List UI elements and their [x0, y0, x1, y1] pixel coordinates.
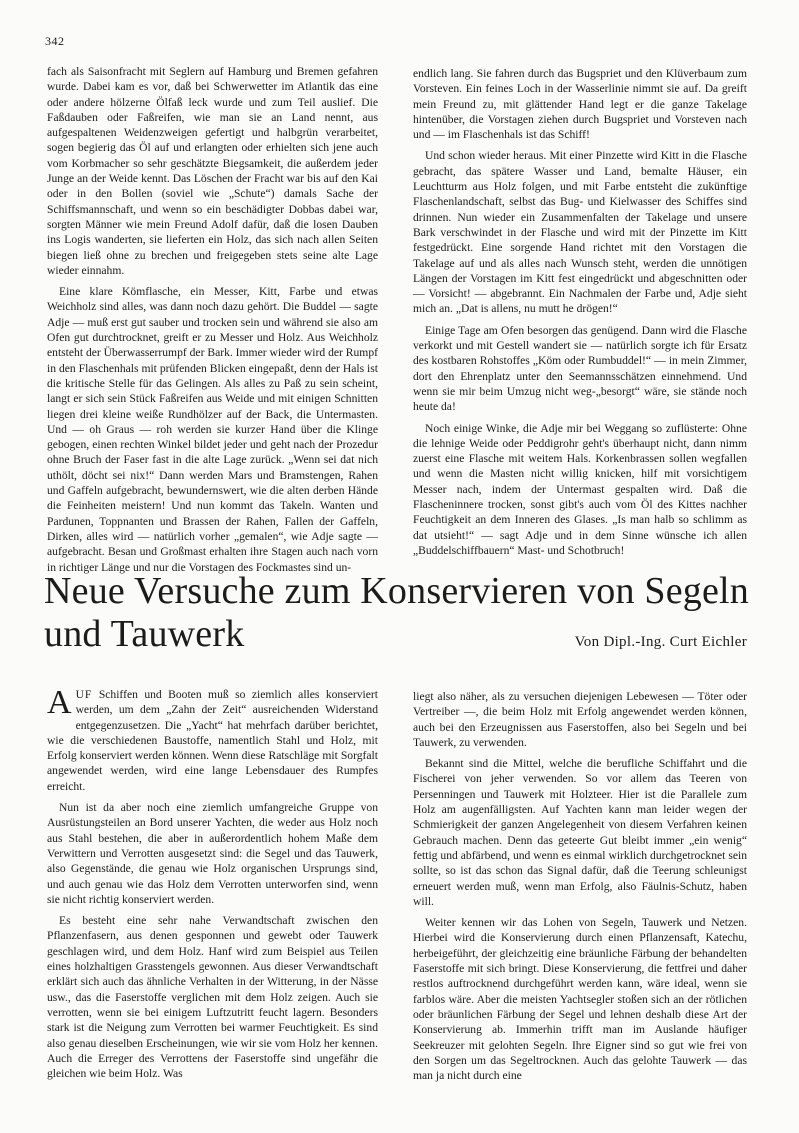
paragraph: fach als Saisonfracht mit Seglern auf Hamburg und Bremen gefahren wurde. Dabei kam es vor, daß bei Schwerwetter im Atlantik das eine oder andere hölzerne Ölfaß leck wurde und zum Teil auslief. Die Faßdauben oder Faßreifen, wie man sie an Land nennt, aus aufgespaltenen Weidenzweigen gefertigt und halbgrün verarbeitet, sogen begierig das Öl auf und erlangten oder erhielten sich jene auch vom Korbmacher so sehr geschätzte Biegsamkeit, die außerdem jeder Junge an der Weide kennt. Das Löschen der Fracht war bis auf den Kai oder in den Bollen (soviel wie „Schute“) damals Sache der Schiffsmannschaft, und wenn so ein beschädigter Dobbas dabei war, sorgten Männer wie mein Freund Adolf dafür, daß die losen Dauben ins Logis wanderten, sie lieferten ein Holz, das sich nach allen Seiten biegen ließ ohne zu brechen und freigegeben stets seine alte Lage wieder einnahm. — [47, 65, 378, 277]
drop-cap: A — [47, 684, 72, 721]
lead-caps: UF — [75, 688, 93, 701]
paragraph: Einige Tage am Ofen besorgen das genügend. Dann wird die Flasche verkorkt und mit Gestell wandert sie — natürlich sorgte ich für Ersatz des kostbaren Rohstoffes „Köm oder Rumbuddel!“ — in mein Zimmer, dort den Ehrenplatz unter den Seemannsschätzen einnehmend. Und wenn sie mir beim Umzug nicht weg-„besorgt“ wäre, sie stände noch heute da! — [413, 323, 747, 414]
story-continuation-right-column — [413, 66, 747, 564]
paragraph: Weiter kennen wir das Lohen von Segeln, Tauwerk und Netzen. Hierbei wird die Konservierung durch einen Pflanzensaft, Katechu, herbeigeführt, der gleichzeitig eine bräunliche Färbung der behandelten Faserstoffe mit sich bringt. Diese Konservierung, die fettfrei und daher restlos auftrocknend durchgeführt werden kann, wäre ideal, wenn sie farblos wäre. Aber die meisten Yachtsegler stoßen sich an der rötlichen oder bräunlichen Färbung der Segel und lehnen deshalb diese Art der Konservierung ab. Immerhin trifft man im Auslande häufiger Seekreuzer mit gelohten Segeln. Ihre Eigner sind so gut wie frei von den Sorgen um das Segeltrocknen. Auch das gelohte Tauwerk — das man ja nicht durch eine — [413, 916, 747, 1083]
paragraph: endlich lang. Sie fahren durch das Bugspriet und den Klüverbaum zum Vorsteven. Ein feines Loch in der Wasserlinie nimmt sie auf. Da greift mein Freund zu, mit glättender Hand legt er die ganze Takelage hintenüber, die Vorstagen ziehen durch Bugspriet und Vorsteven nach und — im Flaschenhals ist das Schiff! — [413, 67, 747, 142]
paragraph: Nun ist da aber noch eine ziemlich umfangreiche Gruppe von Ausrüstungsteilen an Bord unserer Yachten, die weder aus Holz noch aus Stahl bestehen, die aber in außerordentlich hohem Maße dem Verwittern und Verrotten ausgesetzt sind: die Segel und das Tauwerk, also Gegenstände, die genau wie Holz organischen Ursprungs sind, und auch genau wie das Holz dem Verrotten unterworfen sind, wenn sie nicht richtig konserviert werden. — [47, 801, 378, 906]
paragraph: Eine klare Kömflasche, ein Messer, Kitt, Farbe und etwas Weichholz sind alles, was dann noch dazu gehört. Die Buddel — sagte Adje — muß erst gut sauber und trocken sein und während sie also am Ofen gut durchtrocknet, greift er zu Messer und Holz. Aus Weichholz entsteht der Überwasserrumpf der Bark. Immer wieder wird der Rumpf in den Flaschenhals mit prüfenden Blicken eingepaßt, denn der Hals ist die kritische Stelle für das Gelingen. Als alles zu Paß zu sein scheint, langt er sich sein Stück Faßreifen aus Weide und mit einigen Schnitten liegen drei kleine weiße Rundhölzer auf der Back, die Untermasten. Und — oh Graus — roh werden sie kurzer Hand über die Klinge gebogen, einen rechten Winkel bildet jeder und geht nach der Prozedur ohne Bruch der Faser fast in die alte Lage zurück. „Wenn sei dat nich uthölt, döcht sei nix!“ Dann werden Mars und Bramstengen, Rahen und Gaffeln aufgebracht, bewundernswert, wie die alten derben Hände die Feinheiten meistern! Und nun kommt das Takeln. Wanten und Pardunen, Toppnanten und Brassen der Rahen, Fallen der Gaffeln, Dirken, alles wird — natürlich vorher „gemalen“, wie Adje sagte — aufgebracht. Besan und Großmast erhalten ihre Stagen auch nach vorn in richtiger Länge und nur die Vorstagen des Fockmastes sind un- — [47, 285, 378, 574]
article-title: Neue Versuche zum Konservieren von Segeln und Tauwerk — [44, 570, 750, 655]
article-left-column — [47, 684, 378, 1087]
lead-text: Schiffen und Booten muß so ziemlich alles konserviert werden, um dem „Zahn der Zeit“ ausreichenden Widerstand entgegenzusetzen. Die „Yacht“ hat mehrfach darüber berichtet, wie die verschiedenen Baustoffe, namentlich Stahl und Holz, mit Erfolg konserviert werden können. Wenn diese Ratschläge mit Sorgfalt angewendet werden, wird eine lange Lebensdauer des Rumpfes erreicht. — [47, 688, 378, 793]
story-continuation-left-column — [47, 64, 378, 581]
paragraph: liegt also näher, als zu versuchen diejenigen Lebewesen — Töter oder Vertreiber —, die beim Holz mit Erfolg angewendet werden können, auch bei den Erzeugnissen aus Faserstoffen, also bei Segeln und bei Tauwerk, zu verwenden. — [413, 690, 747, 749]
paragraph: Es besteht eine sehr nahe Verwandtschaft zwischen den Pflanzenfasern, aus denen gesponnen und gewebt oder Tauwerk geschlagen wird, und dem Holz. Hanf wird zum Beispiel aus Teilen eines holzhaltigen Grasstengels gewonnen. Aus dieser Verwandtschaft erklärt sich auch das ähnliche Verhalten in der Witterung, in der Nässe usw., das die Faserstoffe verglichen mit dem Holz zeigen. Auch sie verrotten, wenn sie bei einigem Luftzutritt feucht lagern. Besonders stark ist die Neigung zum Verrotten bei warmer Feuchtigkeit. Es sind also genau dieselben Erscheinungen, wie wir sie vom Holz her kennen. Auch die Erreger des Verrottens der Faserstoffe sind ungefähr die gleichen wie beim Holz. Was — [47, 914, 378, 1081]
paragraph: Bekannt sind die Mittel, welche die berufliche Schiffahrt und die Fischerei von jeher verwenden. So vor allem das Teeren von Persenningen und Tauwerk mit Holzteer. Hier ist die Parallele zum Holz am augenfälligsten. Auf Yachten kann man leider wegen der Schmierigkeit der ganzen Angelegenheit von diesem Verfahren keinen Gebrauch machen. Denn das geteerte Gut bleibt immer „ein wenig“ fettig und abfärbend, und wenn es einmal wirklich durchgetrocknet sein sollte, so ist das schon das Signal dafür, daß die Teerung schleunigst erneuert werden muß, wenn man Erfolg, also Fäulnis-Schutz, haben will. — [413, 757, 747, 908]
lead-paragraph — [47, 684, 378, 794]
article-right-column — [413, 689, 747, 1089]
page-number: 342 — [45, 34, 65, 48]
paragraph: Noch einige Winke, die Adje mir bei Weggang so zuflüsterte: Ohne die lehnige Weide oder Peddigrohr geht's überhaupt nicht, dann nimm zuerst eine Flasche mit weitem Hals. Korkenbrassen sollen wegfallen und wenn die Masten nicht willig knicken, hilf mit vorsichtigem Messer nach, indem der Untermast gespalten wird. Daß die Flascheninnere trocken, sonst gibt's auch vom Öl des Kittes nachher Feuchtigkeit an dem Inneren des Glases. „Is man halb so schlimm as dat utsieht!“ — sagt Adje und in dem Sinne wünsche ich allen „Buddelschiffbauern“ Mast- und Schotbruch! — [413, 421, 747, 557]
article-byline: Von Dipl.-Ing. Curt Eichler — [574, 634, 747, 650]
paragraph: Und schon wieder heraus. Mit einer Pinzette wird Kitt in die Flasche gebracht, das spätere Wasser und Land, bemalte Häuser, ein Leuchtturm aus Holz folgen, und mit Farbe entsteht die zukünftige Flaschenlandschaft, selbst das Bug- und Kielwasser des Schiffes sind drinnen. Nun wieder ein Zusammenfalten der Takelage und unsere Bark verschwindet in der Flasche und wird mit der Pinzette im Kitt festgedrückt. Eine sorgende Hand richtet mit den Vorstagen die Takelage auf und als alles nach Wunsch steht, werden die unnötigen Längen der Vorstagen im Kitt fest eingedrückt und abgeschnitten oder — Vorsicht! — abgebrannt. Ein Nachmalen der Farbe und, Adje sieht mich an. „Dat is allens, nu mutt he drögen!“ — [413, 149, 747, 316]
